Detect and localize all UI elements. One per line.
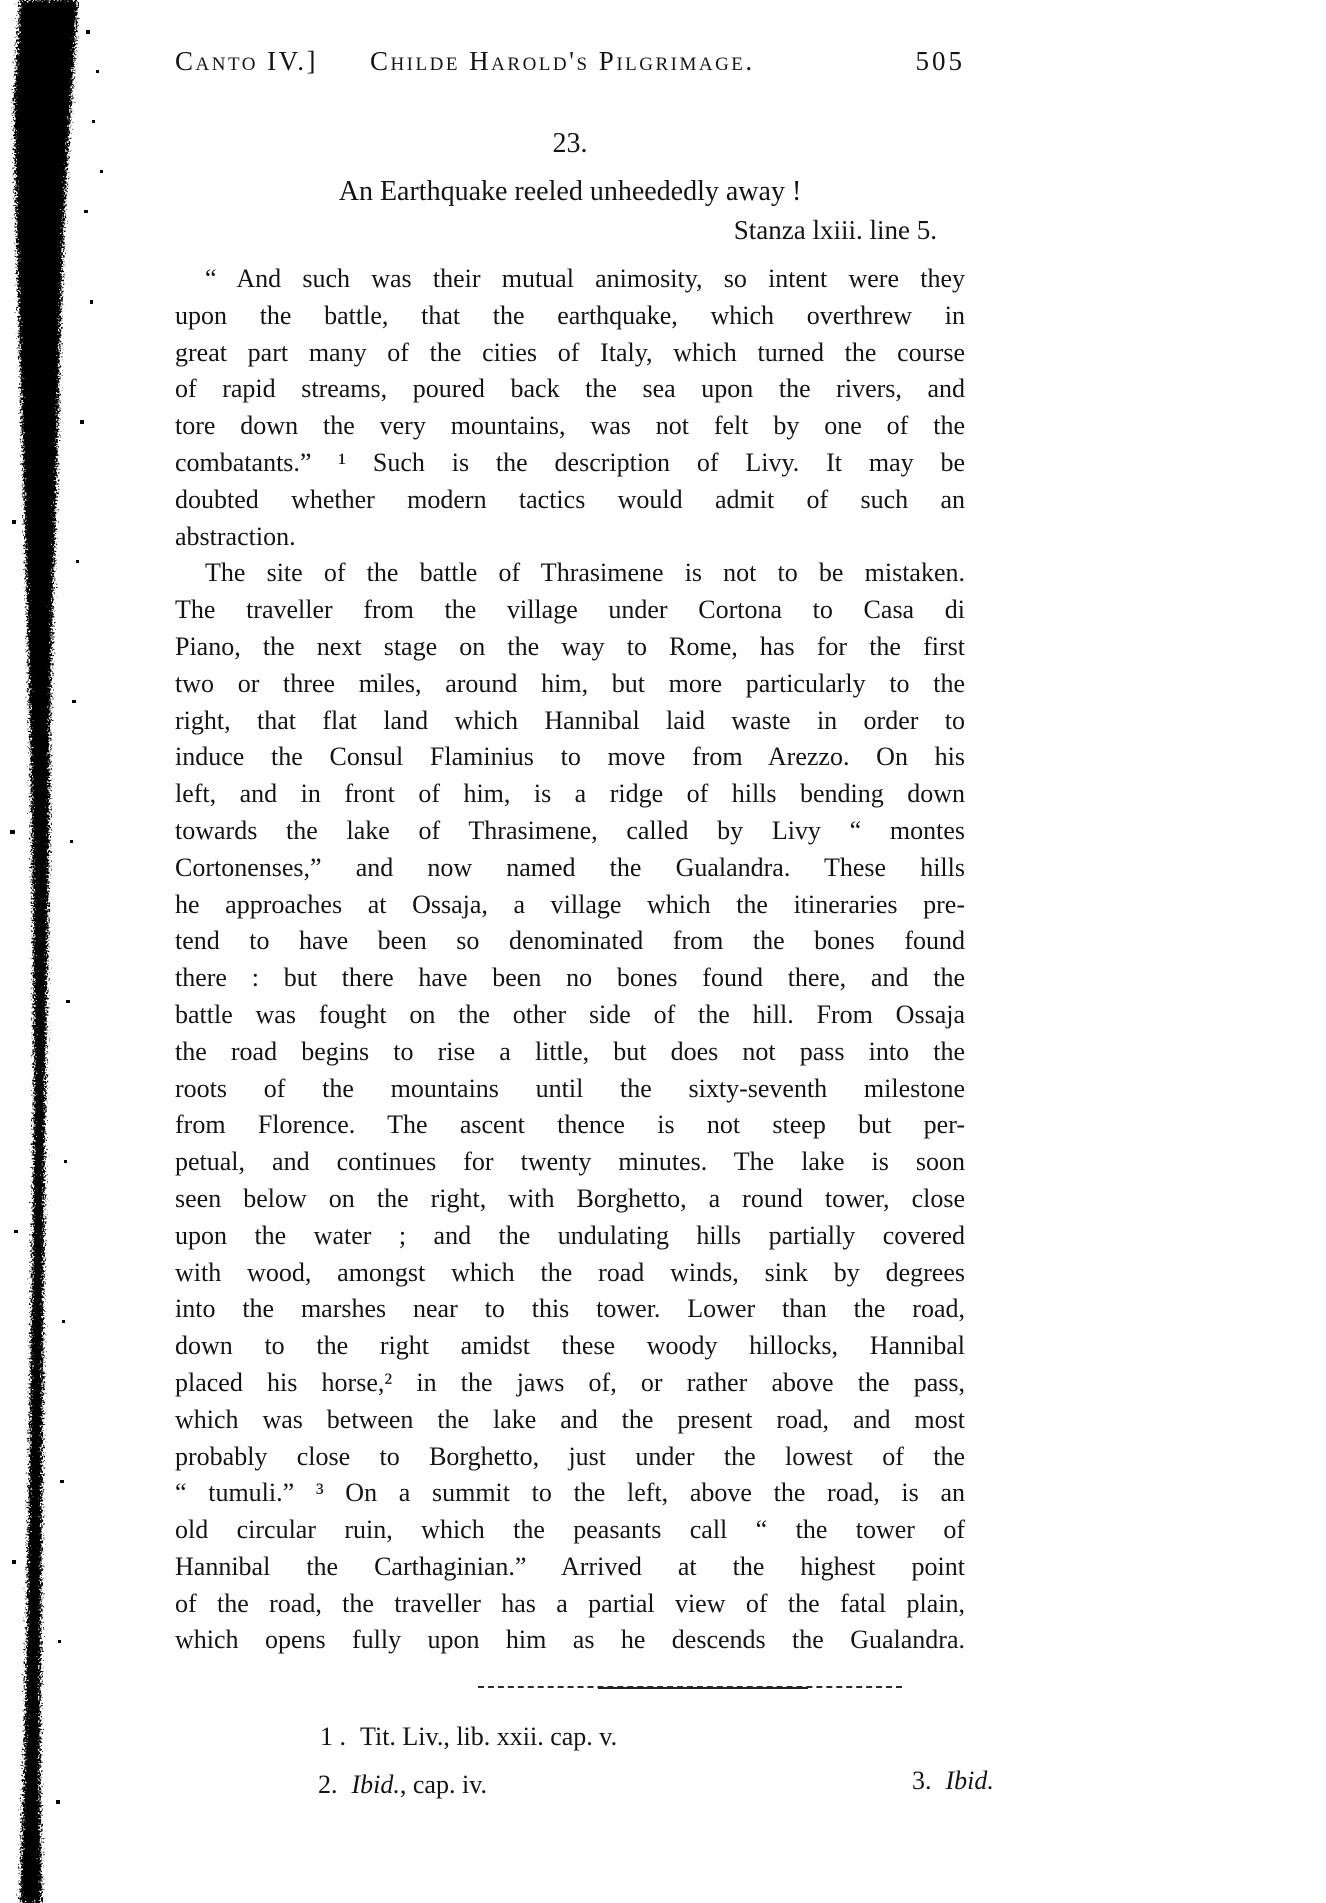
page-number: 505 [915,46,965,76]
text-line: left, and in front of him, is a ridge of hills bending down [175,779,965,809]
text-line: towards the lake of Thrasimene, called by Livy “ montes [175,815,965,845]
text-line: there : but there have been no bones found there, and the [175,963,965,993]
text-line: two or three miles, around him, but more particularly to the [175,668,965,698]
footnote-rule [478,1686,902,1688]
canto-label: Canto IV.] [175,46,318,76]
running-head [175,46,965,86]
text-line: The traveller from the village under Cortona to Casa di [175,595,965,625]
text-line: from Florence. The ascent thence is not steep but per- [175,1110,965,1140]
text-line: with wood, amongst which the road winds, sink by degrees [175,1257,965,1287]
text-line: probably close to Borghetto, just under the lowest of the [175,1441,965,1471]
text-line: Hannibal the Carthaginian.” Arrived at the highest point [175,1551,965,1581]
text-line: of rapid streams, poured back the sea upon the rivers, and [175,374,965,404]
text-line: “ tumuli.” ³ On a summit to the left, above the road, is an [175,1478,965,1508]
text-line: tend to have been so denominated from the bones found [175,926,965,956]
text-line: which was between the lake and the present road, and most [175,1404,965,1434]
text-line: placed his horse,² in the jaws of, or rather above the pass, [175,1367,965,1397]
footnote-number: 2. [318,1770,338,1799]
note-body [175,261,965,1659]
text-line: into the marshes near to this tower. Lower than the road, [175,1294,965,1324]
text-line: Piano, the next stage on the way to Rome, has for the first [175,631,965,661]
text-line: he approaches at Ossaja, a village which the itineraries pre- [175,889,965,919]
footnote-3 [912,1766,994,1796]
text-line: upon the water ; and the undulating hills partially covered [175,1220,965,1250]
paragraph [175,261,965,555]
scan-gutter-shadow [0,0,110,1903]
footnote-2 [318,1770,487,1800]
text-line: the road begins to rise a little, but does not pass into the [175,1036,965,1066]
paragraph [175,555,965,1659]
footnote-ibid: Ibid. [945,1766,994,1795]
text-line: which opens fully upon him as he descends the Gualandra. [175,1625,965,1655]
text-line: abstraction. [175,521,296,551]
text-line: Cortonenses,” and now named the Gualandra. These hills [175,852,965,882]
note-number: 23. [552,128,588,159]
footnote-text: , cap. iv. [399,1770,488,1799]
text-line: tore down the very mountains, was not felt by one of the [175,411,965,441]
text-line: battle was fought on the other side of the hill. From Ossaja [175,999,965,1029]
text-line: The site of the battle of Thrasimene is not to be mistaken. [205,558,965,588]
text-line: roots of the mountains until the sixty-seventh milestone [175,1073,965,1103]
footnote-1 [320,1722,617,1752]
footnote-number: 3. [912,1766,932,1795]
footnote-number: 1 . [320,1722,346,1751]
footnote-ibid: Ibid. [351,1770,400,1799]
running-title: Childe Harold's Pilgrimage. [369,46,755,76]
text-line: old circular ruin, which the peasants call “ the tower of [175,1515,965,1545]
text-line: induce the Consul Flaminius to move from Arezzo. On his [175,742,965,772]
text-line: “ And such was their mutual animosity, so intent were they [205,264,965,293]
text-line: doubted whether modern tactics would admit of such an [175,484,965,514]
text-line: combatants.” ¹ Such is the description of Livy. It may be [175,447,965,477]
text-line: seen below on the right, with Borghetto, a round tower, close [175,1183,965,1213]
text-line: of the road, the traveller has a partial view of the fatal plain, [175,1588,965,1618]
text-line: right, that flat land which Hannibal laid waste in order to [175,705,965,735]
text-line: great part many of the cities of Italy, which turned the course [175,337,965,367]
text-line: upon the battle, that the earthquake, which overthrew in [175,300,965,330]
stanza-attribution: Stanza lxiii. line 5. [733,215,937,245]
text-line: petual, and continues for twenty minutes. The lake is soon [175,1147,965,1177]
footnote-text: Tit. Liv., lib. xxii. cap. v. [360,1722,618,1751]
epigraph-quote: An Earthquake reeled unheededly away ! [338,176,802,207]
text-line: down to the right amidst these woody hillocks, Hannibal [175,1331,965,1361]
